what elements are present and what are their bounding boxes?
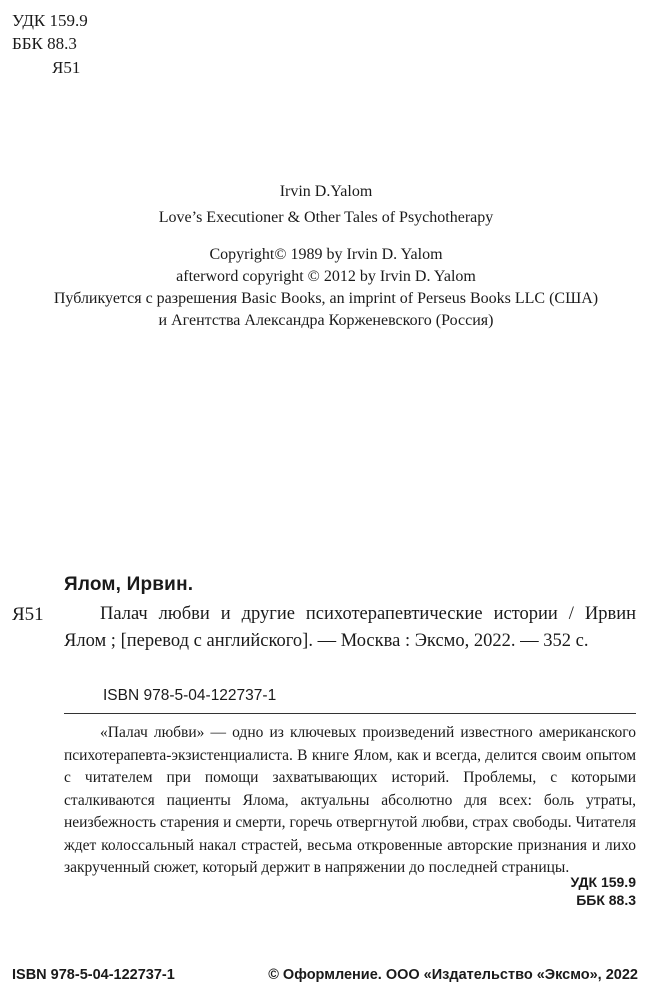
bbk-code: ББК 88.3 <box>12 34 77 53</box>
original-author: Irvin D.Yalom <box>279 183 373 200</box>
record-udk: УДК 159.9 <box>570 874 636 890</box>
copyright-line: Copyright© 1989 by Irvin D. Yalom <box>209 246 443 263</box>
annotation-text: «Палач любви» — одно из ключевых произведений известного американского психотерапевта-экзистенциалиста. В книге Ялом, как и всегда, делится своим опытом с читателем при помощи захватывающих историй. Проблемы, с которыми сталкиваются пациенты Ялома, актуальны абсолютно для всех: боль утраты, неизбежность старения и смерти, горечь отвергнутой любви, страх свободы. Читателя ждет колоссальный накал страстей, весьма откровенные авторские признания и лихо закрученный сюжет, который держит в напряжении до последней страницы. <box>64 724 636 876</box>
afterword-copyright: afterword copyright © 2012 by Irvin D. Yalom <box>176 268 476 285</box>
record-author-code: Я51 <box>12 604 44 625</box>
permission-line-1: Публикуется с разрешения Basic Books, an imprint of Perseus Books LLC (США) <box>53 290 599 307</box>
original-title: Love’s Executioner & Other Tales of Psychotherapy <box>158 209 494 226</box>
record-bbk: ББК 88.3 <box>576 892 636 908</box>
record-classification <box>526 873 636 909</box>
record-author-heading: Ялом, Ирвин. <box>64 574 194 595</box>
permission-line-2: и Агентства Александра Корженевского (Россия) <box>158 312 494 329</box>
udk-code: УДК 159.9 <box>12 11 88 30</box>
footer-copyright: © Оформление. ООО «Издательство «Эксмо», 2022 <box>268 967 638 983</box>
divider <box>64 713 636 714</box>
footer-isbn: ISBN 978-5-04-122737-1 <box>12 967 175 983</box>
record-isbn: ISBN 978-5-04-122737-1 <box>103 687 277 704</box>
bibliographic-description: Палач любви и другие психотерапевтические истории / Ирвин Ялом ; [перевод с английского]. — Москва : Эксмо, 2022. — 352 с. <box>64 604 636 651</box>
author-mark: Я51 <box>52 58 81 77</box>
